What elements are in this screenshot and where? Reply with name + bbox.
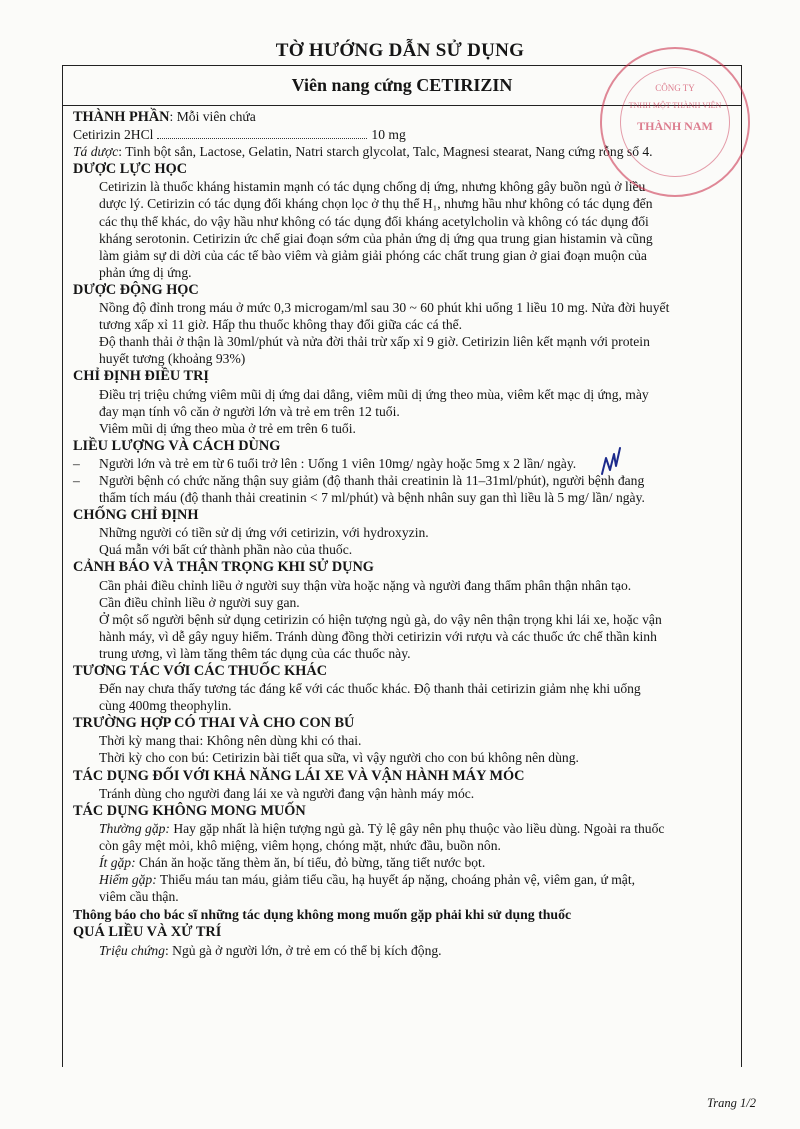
paragraph-line: các thụ thể khác, do vậy hầu như không có tác dụng đối kháng acetylcholin và không có tác dụng đối [99, 213, 649, 229]
stamp-line: TNHH MỘT THÀNH VIÊN [628, 101, 722, 110]
overdose-symptom-label: Triệu chứng [99, 942, 165, 958]
uncommon-effects-text: Chán ăn hoặc tăng thèm ăn, bí tiểu, đỏ bừng, tăng tiết nước bọt. [135, 855, 486, 871]
product-name: Viên nang cứng CETIRIZIN [63, 66, 741, 106]
paragraph-line: Độ thanh thải ở thận là 30ml/phút và nửa đời thải trừ xấp xỉ 9 giờ. Cetirizin liên kết mạnh với protein [99, 334, 650, 350]
rare-effects-text: Thiếu máu tan máu, giảm tiểu cầu, hạ huyết áp nặng, choáng phản vệ, viêm gan, ứ mật, [156, 872, 635, 888]
paragraph-line: Những người có tiền sử dị ứng với cetirizin, với hydroxyzin. [99, 525, 429, 541]
overdose-heading: QUÁ LIỀU VÀ XỬ TRÍ [73, 924, 222, 941]
paragraph-line: tương xấp xỉ 11 giờ. Hấp thu thuốc không thay đổi giữa các cá thể. [99, 317, 463, 333]
side-effects-heading: TÁC DỤNG KHÔNG MONG MUỐN [73, 802, 306, 819]
dosage-item-text: Người lớn và trẻ em từ 6 tuổi trở lên : Uống 1 viên 10mg/ ngày hoặc 5mg x 2 lần/ ngày. [99, 455, 577, 471]
warnings-body [73, 577, 735, 662]
common-effects-line [99, 820, 735, 837]
document-content [63, 106, 741, 959]
paragraph-line: Nồng độ đỉnh trong máu ở mức 0,3 microgam/ml sau 30 ~ 60 phút khi uống 1 liều 10 mg. Nửa đời huyết [99, 300, 670, 316]
side-effects-notice: Thông báo cho bác sĩ những tác dụng không mong muốn gặp phải khi sử dụng thuốc [73, 907, 572, 923]
paragraph-line: Thời kỳ cho con bú: Cetirizin bài tiết qua sữa, vì vậy người cho con bú không nên dùng. [99, 750, 579, 766]
dash-bullet: – [73, 455, 80, 471]
indications-heading: CHỈ ĐỊNH ĐIỀU TRỊ [73, 368, 209, 385]
paragraph-line: kháng serotonin. Cetirizin ức chế giai đoạn sớm của phản ứng dị ứng qua trung gian histamin và cũng [99, 230, 653, 246]
pharmacodynamics-heading: DƯỢC LỰC HỌC [73, 161, 188, 178]
paragraph-line: Thời kỳ mang thai: Không nên dùng khi có thai. [99, 733, 362, 749]
paragraph-line: Cần điều chỉnh liều ở người suy gan. [99, 594, 300, 610]
pharmacokinetics-heading: DƯỢC ĐỘNG HỌC [73, 281, 199, 298]
document-title: TỜ HƯỚNG DẪN SỬ DỤNG [275, 40, 525, 61]
paragraph-line: đay mạn tính vô căn ở người lớn và trẻ em trên 12 tuổi. [99, 403, 400, 419]
signature-mark [598, 440, 628, 480]
warnings-heading: CẢNH BÁO VÀ THẬN TRỌNG KHI SỬ DỤNG [73, 559, 374, 576]
dosage-item [73, 455, 735, 472]
contraindications-heading: CHỐNG CHỈ ĐỊNH [73, 507, 199, 524]
ingredient-name: Cetirizin 2HCl [73, 127, 154, 143]
page-number: Trang 1/2 [707, 1096, 756, 1110]
company-stamp [600, 47, 750, 197]
paragraph-line: cùng 400mg theophylin. [99, 698, 232, 714]
uncommon-effects-line [99, 854, 735, 871]
paragraph-line: Cetirizin là thuốc kháng histamin mạnh có tác dụng chống dị ứng, nhưng không gây buồn ngủ ở liều [99, 179, 646, 195]
indications-body [73, 386, 735, 437]
paragraph-line: Cần phải điều chỉnh liều ở người suy thận vừa hoặc nặng và người đang thẩm phân thận nhân tạo. [99, 577, 632, 593]
dosage-item-text: Người bệnh có chức năng thận suy giảm (độ thanh thải creatinin là 11–31ml/phút), người bệnh đang [99, 472, 645, 488]
stamp-line: CÔNG TY [655, 83, 695, 93]
paragraph-line: Ở một số người bệnh sử dụng cetirizin có hiện tượng ngủ gà, do vậy nên thận trọng khi lái xe, hoặc vận [99, 611, 662, 627]
paragraph-line: Điều trị triệu chứng viêm mũi dị ứng dai dẳng, viêm mũi dị ứng theo mùa, viêm kết mạc dị ứng, mày [99, 386, 649, 402]
driving-heading: TÁC DỤNG ĐỐI VỚI KHẢ NĂNG LÁI XE VÀ VẬN HÀNH MÁY MÓC [73, 767, 525, 784]
stamp-line: THÀNH NAM [637, 119, 713, 133]
composition-heading: THÀNH PHẦN [73, 109, 170, 125]
side-effects-body [73, 820, 735, 905]
rare-effects-label: Hiếm gặp: [99, 872, 157, 888]
paragraph-line: Viêm mũi dị ứng theo mùa ở trẻ em trên 6 tuổi. [99, 420, 356, 436]
composition-heading-suffix: : Mỗi viên chứa [169, 109, 256, 124]
excipient-text: : Tinh bột sắn, Lactose, Gelatin, Natri starch glycolat, Talc, Magnesi stearat, Nang cứng rỗng số 4. [118, 144, 653, 160]
paragraph-line: dược lý. Cetirizin có tác dụng đối kháng chọn lọc ở thụ thể H₁, nhưng hầu như không có tác dụng đến [99, 196, 653, 212]
document-frame [62, 65, 742, 1067]
paragraph-line: Tránh dùng cho người đang lái xe và người đang vận hành máy móc. [99, 785, 475, 801]
pregnancy-heading: TRƯỜNG HỢP CÓ THAI VÀ CHO CON BÚ [73, 715, 355, 732]
overdose-symptoms [73, 942, 735, 959]
rare-effects-line [99, 871, 735, 888]
pharmacokinetics-body [73, 299, 735, 367]
uncommon-effects-label: Ít gặp: [99, 855, 136, 871]
paragraph-line: hành máy, vì dễ gây nguy hiểm. Tránh dùng đồng thời cetirizin với rượu và các thuốc ức chế thần kinh [99, 628, 657, 644]
pharmacodynamics-body [73, 178, 735, 281]
dosage-heading: LIỀU LƯỢNG VÀ CÁCH DÙNG [73, 437, 281, 454]
overdose-symptom-text: : Ngủ gà ở người lớn, ở trẻ em có thể bị kích động. [164, 942, 442, 958]
paragraph-line: viêm cầu thận. [99, 889, 179, 905]
paragraph-line: làm giảm sự di dời của các tế bào viêm và giảm giải phóng các chất trung gian ở giai đoạn muộn của [99, 247, 647, 263]
paragraph-line: huyết tương (khoảng 93%) [99, 351, 246, 367]
interactions-heading: TƯƠNG TÁC VỚI CÁC THUỐC KHÁC [73, 663, 328, 679]
paragraph-line: Đến nay chưa thấy tương tác đáng kể với các thuốc khác. Độ thanh thải cetirizin giảm nhẹ khi uống [99, 681, 641, 697]
common-effects-text: Hay gặp nhất là hiện tượng ngủ gà. Tỷ lệ gây nên phụ thuộc vào liều dùng. Ngoài ra thuốc [169, 820, 665, 836]
paragraph-line: trung ương, vì làm tăng thêm tác dụng của các thuốc này. [99, 645, 411, 661]
paragraph-line: còn gây mệt mỏi, khô miệng, viêm họng, chóng mặt, nhức đầu, buồn nôn. [99, 837, 501, 853]
driving-body [73, 785, 735, 802]
interactions-body [73, 680, 735, 714]
dotted-leader [157, 128, 367, 139]
paragraph-line: Quá mẫn với bất cứ thành phần nào của thuốc. [99, 542, 353, 558]
dosage-item-continuation: thẩm tích máu (độ thanh thải creatinin < 7 ml/phút) và bệnh nhân suy gan thì liều là 5 mg/ lần/ ngày. [99, 490, 645, 506]
common-effects-label: Thường gặp: [99, 820, 170, 836]
dosage-item [73, 472, 735, 489]
ingredient-amount: 10 mg [371, 127, 406, 143]
paragraph-line: phản ứng dị ứng. [99, 264, 192, 280]
excipient-label: Tá dược [73, 144, 119, 160]
dash-bullet: – [73, 472, 80, 488]
pregnancy-body [73, 732, 735, 766]
contraindications-body [73, 524, 735, 558]
